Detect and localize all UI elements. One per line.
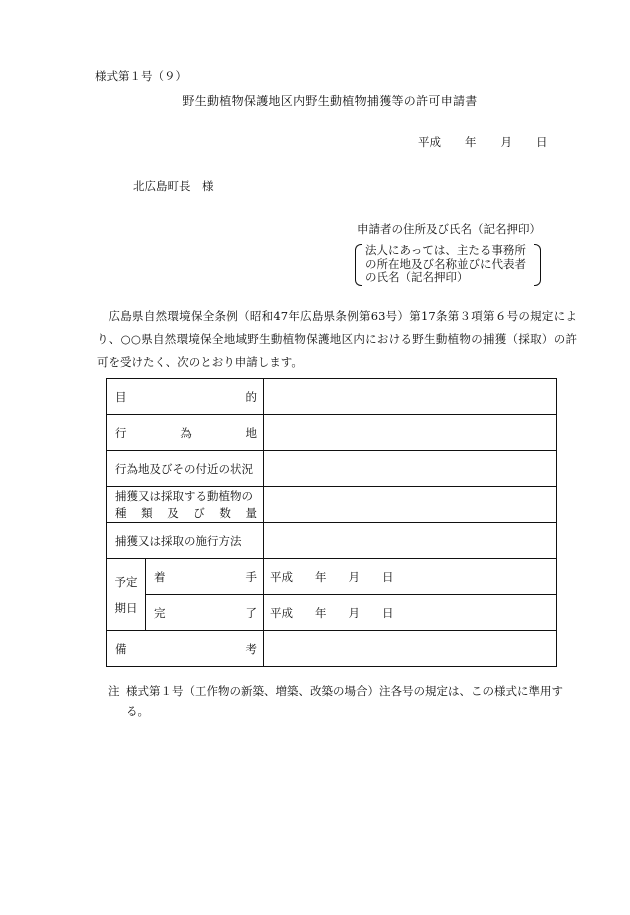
field-purpose[interactable]	[264, 379, 557, 415]
row-start	[107, 559, 557, 595]
body-text: 広島県自然環境保全条例（昭和47年広島県条例第63号）第17条第３項第６号の規定により、○○県自然環境保全地域野生動植物保護地区内における野生動植物の捕獲（採取）の許可を受けたく、次のとおり申請します。	[97, 309, 577, 369]
corporation-note	[355, 244, 541, 286]
application-table	[106, 378, 557, 667]
field-species[interactable]	[264, 487, 557, 523]
document-title: 野生動植物保護地区内野生動植物捕獲等の許可申請書	[182, 94, 478, 108]
label-schedule: 予定 期日	[107, 559, 146, 631]
label-purpose: 目 的	[107, 379, 264, 415]
field-method[interactable]	[264, 523, 557, 559]
row-species	[107, 487, 557, 523]
row-site-conditions	[107, 451, 557, 487]
application-date	[418, 134, 548, 150]
label-remarks: 備 考	[107, 631, 264, 667]
field-finish-date[interactable]: 平成 年 月 日	[264, 595, 557, 631]
date-month: 月	[500, 135, 512, 149]
bracket-right	[534, 244, 541, 286]
field-location[interactable]	[264, 415, 557, 451]
label-site-conditions: 行為地及びその付近の状況	[107, 451, 264, 487]
footnote-head: 注	[108, 684, 120, 698]
date-year: 年	[465, 135, 477, 149]
date-day: 日	[536, 135, 548, 149]
form-number: 様式第１号（９）	[95, 69, 187, 83]
row-purpose	[107, 379, 557, 415]
footnote-text: 様式第１号（工作物の新築、増築、改築の場合）注各号の規定は、この様式に準用する。	[126, 684, 563, 718]
addressee: 北広島町長 様	[133, 179, 214, 193]
row-finish	[107, 595, 557, 631]
row-remarks	[107, 631, 557, 667]
label-method: 捕獲又は採取の施行方法	[107, 523, 264, 559]
label-start: 着 手	[146, 559, 264, 595]
field-site-conditions[interactable]	[264, 451, 557, 487]
date-era: 平成	[418, 135, 441, 149]
row-location	[107, 415, 557, 451]
footnote	[108, 681, 578, 721]
field-remarks[interactable]	[264, 631, 557, 667]
label-location: 行 為 地	[107, 415, 264, 451]
label-species: 捕獲又は採取する動植物の 種 類 及 び 数 量	[107, 487, 264, 523]
bracket-left	[355, 244, 362, 286]
field-start-date[interactable]: 平成 年 月 日	[264, 559, 557, 595]
label-finish: 完 了	[146, 595, 264, 631]
corporation-note-text: 法人にあっては、主たる事務所の所在地及び名称並びに代表者の氏名（記名押印）	[365, 243, 526, 284]
row-method	[107, 523, 557, 559]
applicant-label: 申請者の住所及び氏名（記名押印）	[357, 222, 541, 236]
